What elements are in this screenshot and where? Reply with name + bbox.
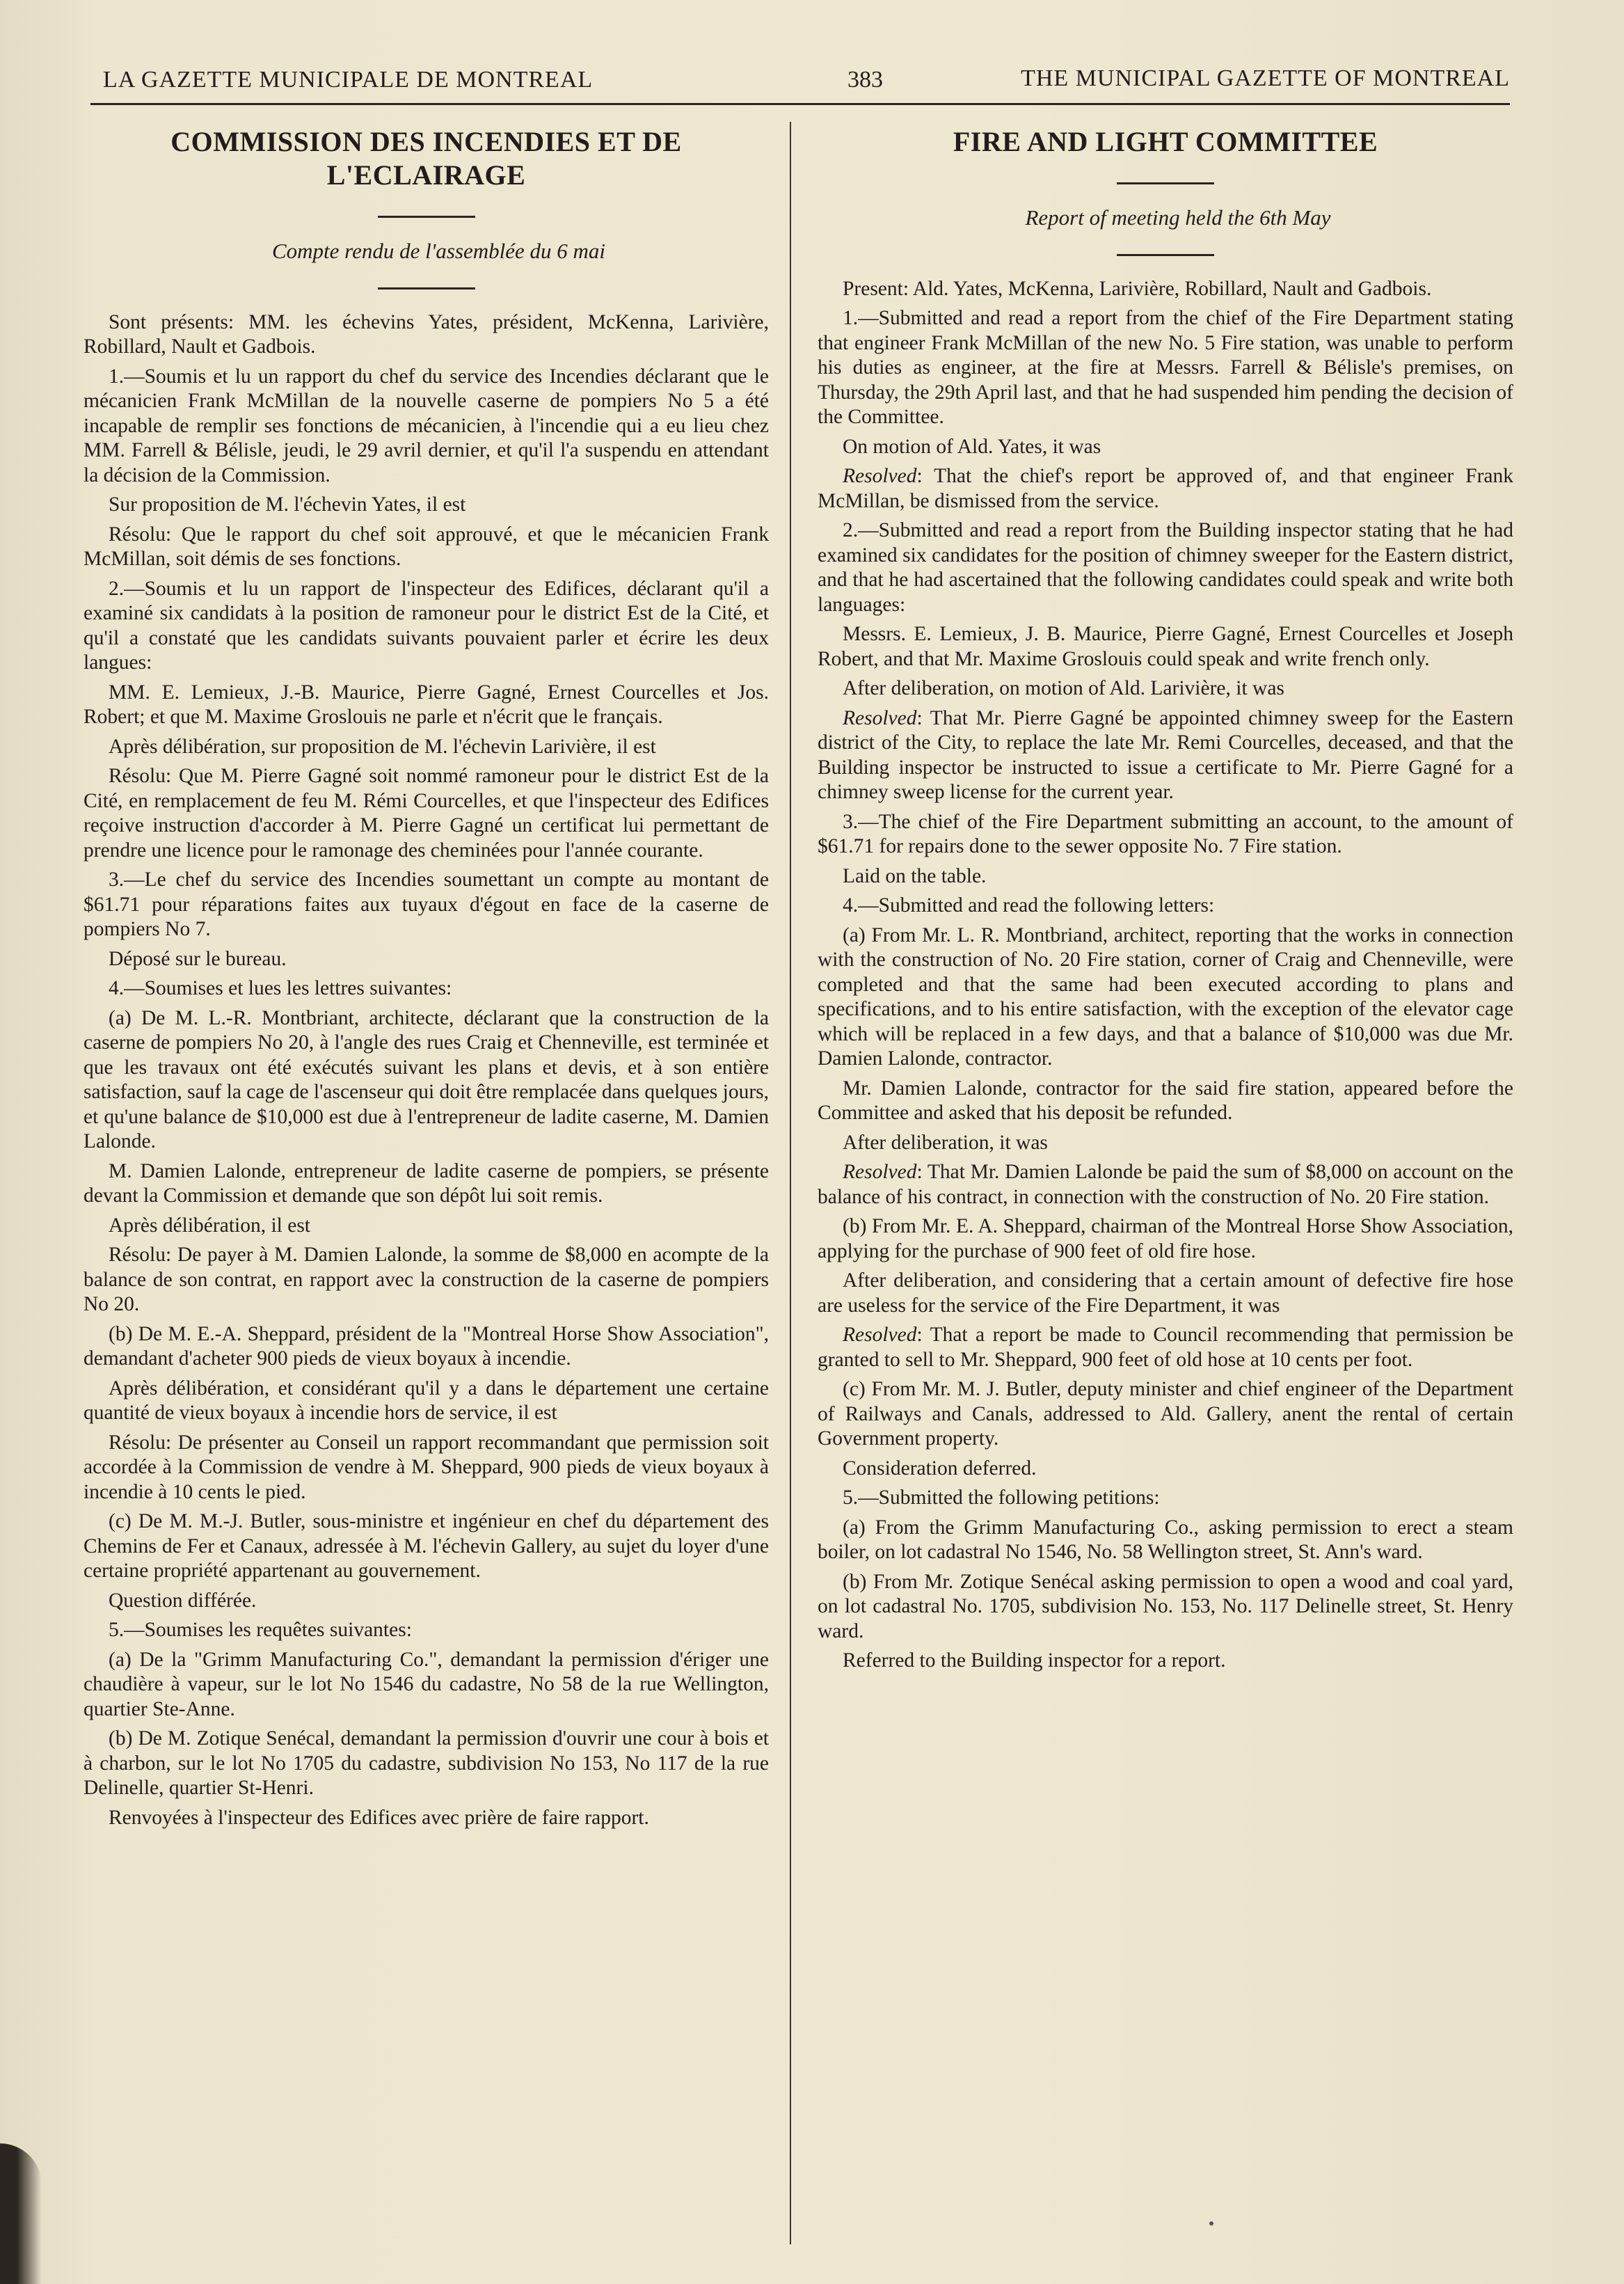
english-paragraph bbox=[818, 706, 1513, 805]
page-binding-edge bbox=[0, 2143, 42, 2284]
english-column bbox=[818, 118, 1513, 1679]
resolved-label: Resolved bbox=[843, 706, 917, 729]
french-paragraph: 4.—Soumises et lues les lettres suivantes: bbox=[109, 977, 452, 999]
resolved-label: Resolved bbox=[843, 1161, 917, 1183]
english-paragraph bbox=[818, 464, 1513, 514]
french-paragraph: (c) De M. M.-J. Butler, sous-ministre et ingénieur en chef du département des Chemins de Fer et Canaux, adressée à M. l'échevin Gallery, au sujet du loyer d'une certaine propriété appartenant au gouvernement. bbox=[83, 1510, 769, 1582]
french-paragraph: Résolu: Que le rapport du chef soit approuvé, et que le mécanicien Frank McMillan, soit démis de ses fonctions. bbox=[83, 523, 769, 570]
english-paragraph: (b) From Mr. E. A. Sheppard, chairman of the Montreal Horse Show Association, applying for the purchase of 900 feet of old fire hose. bbox=[818, 1215, 1513, 1262]
french-column bbox=[83, 118, 769, 1835]
french-title-rule bbox=[378, 216, 475, 218]
english-paragraph: (c) From Mr. M. J. Butler, deputy minister and chief engineer of the Department of Railways and Canals, addressed to Ald. Gallery, anent the rental of certain Government property. bbox=[818, 1378, 1513, 1450]
french-paragraph: Question différée. bbox=[109, 1589, 257, 1612]
header-rule bbox=[90, 103, 1510, 105]
english-paragraph: 5.—Submitted the following petitions: bbox=[843, 1486, 1160, 1509]
french-paragraph: (a) De la "Grimm Manufacturing Co.", demandant la permission d'ériger une chaudière à vapeur, sur le lot No 1546 du cadastre, No 58 de la rue Wellington, quartier Ste-Anne. bbox=[83, 1648, 769, 1720]
page-number: 383 bbox=[847, 67, 883, 93]
french-subtitle-rule bbox=[378, 287, 475, 290]
english-paragraph: 1.—Submitted and read a report from the chief of the Fire Department stating that engineer Frank McMillan of the new No. 5 Fire station, was unable to perform his duties as engineer, at the fire at Messrs. Farrell & Bélisle's premises, on Thursday, the 29th April last, and that he had suspended him pending the decision of the Committee. bbox=[818, 307, 1513, 428]
french-paragraph: MM. E. Lemieux, J.-B. Maurice, Pierre Gagné, Ernest Courcelles et Jos. Robert; et que M. Maxime Groslouis ne parle et n'écrit que le français. bbox=[83, 681, 769, 728]
french-paragraph: Après délibération, et considérant qu'il y a dans le département une certaine quantité de vieux boyaux à incendie hors de service, il est bbox=[83, 1377, 769, 1424]
french-paragraph: (a) De M. L.-R. Montbriant, architecte, déclarant que la construction de la caserne de pompiers No 20, à l'angle des rues Craig et Chenneville, est terminée et que les travaux ont été exécutés suivant les plans et devis, et à son entière satisfaction, sauf la cage de l'ascenseur qui doit être remplacée dans quelques jours, et qu'une balance de $10,000 est due à l'entrepreneur de ladite caserne, M. Damien Lalonde. bbox=[83, 1006, 769, 1152]
english-paragraph bbox=[818, 1323, 1513, 1372]
french-paragraph: Sont présents: MM. les échevins Yates, président, McKenna, Larivière, Robillard, Nault et Gadbois. bbox=[83, 310, 769, 358]
french-paragraph: Résolu: De payer à M. Damien Lalonde, la somme de $8,000 en acompte de la balance de son contrat, en rapport avec la construction de la caserne de pompiers No 20. bbox=[83, 1244, 769, 1315]
english-title-rule bbox=[1117, 182, 1214, 184]
french-paragraph: Déposé sur le bureau. bbox=[109, 947, 287, 970]
english-paragraph: After deliberation, and considering that a certain amount of defective fire hose are useless for the service of the Fire Department, it was bbox=[818, 1269, 1513, 1317]
english-paragraph: 2.—Submitted and read a report from the Building inspector stating that he had examined six candidates for the position of chimney sweeper for the Eastern district, and that he had ascertained that the following candidates could speak and write both languages: bbox=[818, 519, 1513, 616]
english-paragraph: 4.—Submitted and read the following letters: bbox=[843, 894, 1215, 917]
resolved-label: Resolved bbox=[843, 465, 917, 487]
english-paragraph: (a) From Mr. L. R. Montbriand, architect, reporting that the works in connection with the construction of No. 20 Fire station, corner of Craig and Chenneville, were completed and that the same had been executed according to plans and specifications, and to his entire satisfaction, with the exception of the elevator cage which will be replaced in a few days, and that a balance of $10,000 was due Mr. Damien Lalonde, contractor. bbox=[818, 923, 1513, 1070]
french-paragraph: 2.—Soumis et lu un rapport de l'inspecteur des Edifices, déclarant qu'il a examiné six candidats à la position de ramoneur pour le district Est de la Cité, et qu'il a constaté que les candidats suivants pouvaient parler et écrire les deux langues: bbox=[83, 577, 769, 674]
french-subtitle: Compte rendu de l'assemblée du 6 mai bbox=[271, 239, 606, 263]
header-english-title: THE MUNICIPAL GAZETTE OF MONTREAL bbox=[1021, 65, 1510, 91]
resolved-label: Resolved bbox=[843, 1324, 917, 1346]
english-paragraph: (a) From the Grimm Manufacturing Co., asking permission to erect a steam boiler, on lot cadastral No 1546, No. 58 Wellington street, St. Ann's ward. bbox=[818, 1516, 1513, 1563]
french-paragraph: Après délibération, il est bbox=[109, 1214, 311, 1237]
header-french-title: LA GAZETTE MUNICIPALE DE MONTREAL bbox=[103, 67, 594, 93]
french-section-title: COMMISSION DES INCENDIES ET DE L'ECLAIRAGE bbox=[170, 126, 682, 191]
english-subtitle-rule bbox=[1117, 254, 1214, 256]
english-paragraph: Mr. Damien Lalonde, contractor for the said fire station, appeared before the Committee and asked that his deposit be refunded. bbox=[818, 1077, 1513, 1124]
french-paragraph: 1.—Soumis et lu un rapport du chef du service des Incendies déclarant que le mécanicien Frank McMillan de la nouvelle caserne de pompiers No 5 a été incapable de remplir ses fonctions de mécanicien, à l'incendie qui a eu lieu chez MM. Farrell & Bélisle, jeudi, le 29 avril dernier, et qu'il l'a suspendu en attendant la décision de la Commission. bbox=[83, 365, 769, 486]
french-paragraph: 3.—Le chef du service des Incendies soumettant un compte au montant de $61.71 pour réparations faites aux tuyaux d'égout en face de la caserne de pompiers No 7. bbox=[83, 869, 769, 940]
french-paragraph: 5.—Soumises les requêtes suivantes: bbox=[109, 1619, 412, 1641]
french-paragraph: Résolu: De présenter au Conseil un rapport recommandant que permission soit accordée à la Commission de vendre à M. Sheppard, 900 pieds de vieux boyaux à incendie à 10 cents le pied. bbox=[83, 1431, 769, 1503]
english-paragraph: (b) From Mr. Zotique Senécal asking permission to open a wood and coal yard, on lot cadastral No. 1705, subdivision No. 153, No. 117 Delinelle street, St. Henry ward. bbox=[818, 1570, 1513, 1642]
column-divider bbox=[790, 122, 791, 2244]
english-paragraph: Messrs. E. Lemieux, J. B. Maurice, Pierre Gagné, Ernest Courcelles et Joseph Robert, and that Mr. Maxime Groslouis could speak and write french only. bbox=[818, 623, 1513, 670]
french-paragraph: Après délibération, sur proposition de M. l'échevin Larivière, il est bbox=[109, 735, 656, 758]
resolution-text: : That Mr. Pierre Gagné be appointed chimney sweep for the Eastern district of the City, to replace the late Mr. Remi Courcelles, deceased, and that the Building inspector be instructed to issue a certificate to Mr. Pierre Gagné for a chimney sweep license for the current year. bbox=[818, 706, 1513, 803]
french-paragraph: Sur proposition de M. l'échevin Yates, il est bbox=[109, 493, 466, 516]
english-paragraph: Present: Ald. Yates, McKenna, Larivière, Robillard, Nault and Gadbois. bbox=[843, 277, 1432, 300]
english-paragraph: Laid on the table. bbox=[843, 864, 987, 887]
french-paragraph: (b) De M. Zotique Senécal, demandant la permission d'ouvrir une cour à bois et à charbon, sur le lot No 1705 du cadastre, subdivision No 153, No 117 de la rue Delinelle, quartier St-Henri. bbox=[83, 1727, 769, 1799]
french-paragraph: Résolu: Que M. Pierre Gagné soit nommé ramoneur pour le district Est de la Cité, en remplacement de feu M. Rémi Courcelles, et que l'inspecteur des Edifices reçoive instruction d'accorder à M. Pierre Gagné un certificat lui permettant de prendre une licence pour le ramonage des cheminées pour l'année courante. bbox=[83, 765, 769, 862]
resolution-text: : That a report be made to Council recommending that permission be granted to sell to Mr. Sheppard, 900 feet of old hose at 10 cents per foot. bbox=[818, 1324, 1513, 1371]
english-paragraph: Referred to the Building inspector for a report. bbox=[843, 1649, 1226, 1672]
french-paragraph: M. Damien Lalonde, entrepreneur de ladite caserne de pompiers, se présente devant la Commission et demande que son dépôt lui soit remis. bbox=[83, 1159, 769, 1207]
resolution-text: : That Mr. Damien Lalonde be paid the sum of $8,000 on account on the balance of his contract, in connection with the construction of No. 20 Fire station. bbox=[818, 1161, 1513, 1208]
english-section-title: FIRE AND LIGHT COMMITTEE bbox=[953, 126, 1378, 157]
page-header bbox=[83, 49, 1510, 111]
french-paragraph: Renvoyées à l'inspecteur des Edifices avec prière de faire rapport. bbox=[109, 1806, 649, 1829]
english-subtitle: Report of meeting held the 6th May bbox=[1025, 205, 1331, 230]
english-paragraph: 3.—The chief of the Fire Department submitting an account, to the amount of $61.71 for repairs done to the sewer opposite No. 7 Fire station. bbox=[818, 810, 1513, 857]
english-paragraph bbox=[818, 1160, 1513, 1210]
ink-speck bbox=[1209, 2221, 1213, 2226]
english-paragraph: After deliberation, on motion of Ald. Larivière, it was bbox=[843, 677, 1284, 699]
french-paragraph: (b) De M. E.-A. Sheppard, président de la "Montreal Horse Show Association", demandant d'acheter 900 pieds de vieux boyaux à incendie. bbox=[83, 1322, 769, 1370]
resolution-text: : That the chief's report be approved of, and that engineer Frank McMillan, be dismissed from the service. bbox=[818, 465, 1513, 512]
english-paragraph: Consideration deferred. bbox=[843, 1457, 1037, 1480]
english-paragraph: After deliberation, it was bbox=[843, 1131, 1048, 1154]
english-paragraph: On motion of Ald. Yates, it was bbox=[843, 435, 1101, 458]
